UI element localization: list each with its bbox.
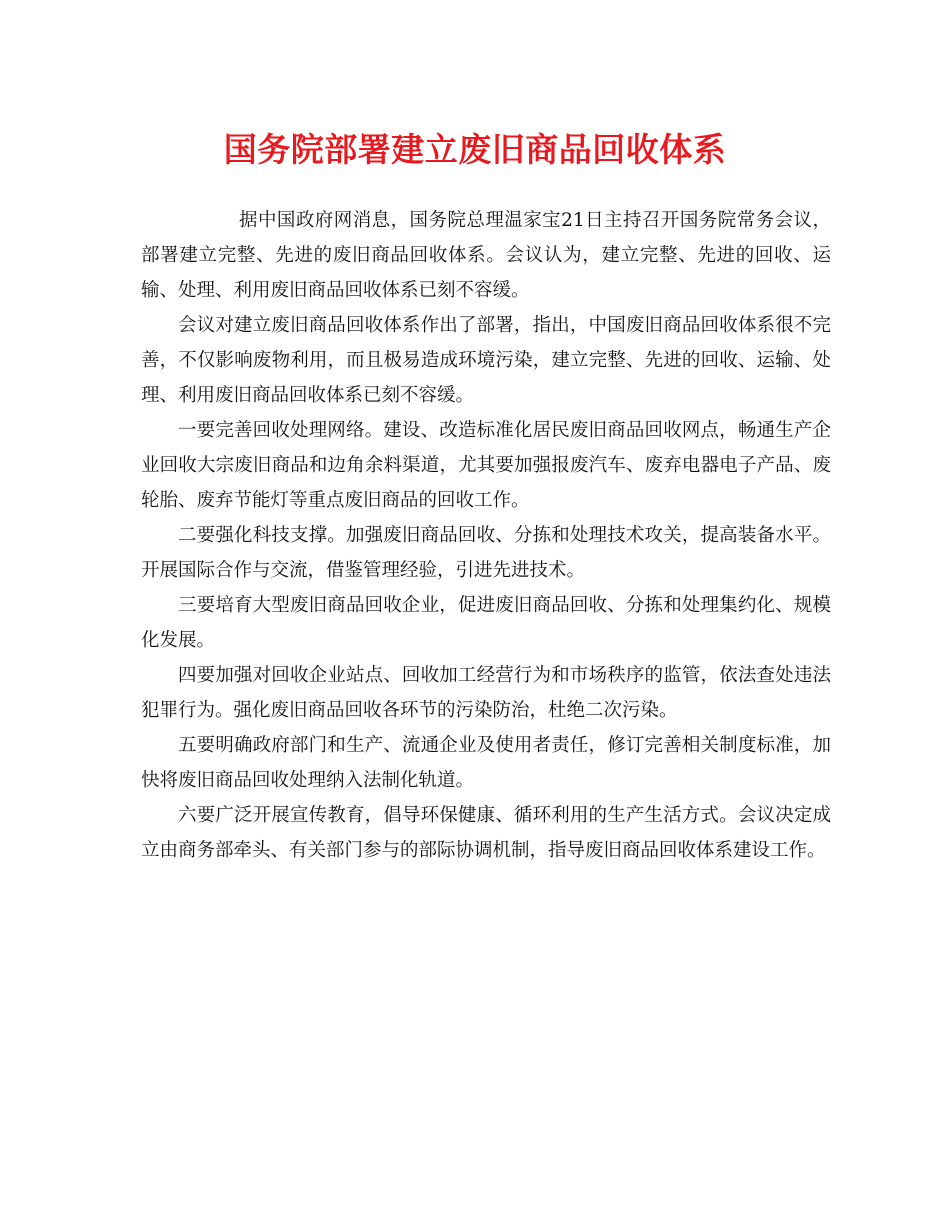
document-title: 国务院部署建立废旧商品回收体系 [223, 130, 727, 169]
paragraph-item-5: 五要明确政府部门和生产、流通企业及使用者责任，修订完善相关制度标准，加快将废旧商品回收处理纳入法制化轨道。 [141, 735, 831, 791]
paragraph-intro: 据中国政府网消息，国务院总理温家宝21日主持召开国务院常务会议，部署建立完整、先进的废旧商品回收体系。会议认为，建立完整、先进的回收、运输、处理、利用废旧商品回收体系已刻不容缓。 [141, 210, 831, 301]
document-body [141, 203, 831, 868]
paragraph-item-1: 一要完善回收处理网络。建设、改造标准化居民废旧商品回收网点，畅通生产企业回收大宗废旧商品和边角余料渠道，尤其要加强报废汽车、废弃电器电子产品、废轮胎、废弃节能灯等重点废旧商品的回收工作。 [141, 420, 831, 511]
paragraph-deployment: 会议对建立废旧商品回收体系作出了部署，指出，中国废旧商品回收体系很不完善，不仅影响废物利用，而且极易造成环境污染，建立完整、先进的回收、运输、处理、利用废旧商品回收体系已刻不容缓。 [141, 315, 831, 406]
paragraph-item-2: 二要强化科技支撑。加强废旧商品回收、分拣和处理技术攻关，提高装备水平。开展国际合作与交流，借鉴管理经验，引进先进技术。 [141, 525, 831, 581]
paragraph-item-4: 四要加强对回收企业站点、回收加工经营行为和市场秩序的监管，依法查处违法犯罪行为。强化废旧商品回收各环节的污染防治，杜绝二次污染。 [141, 665, 831, 721]
paragraph-item-3: 三要培育大型废旧商品回收企业，促进废旧商品回收、分拣和处理集约化、规模化发展。 [141, 595, 831, 651]
paragraph-item-6: 六要广泛开展宣传教育，倡导环保健康、循环利用的生产生活方式。会议决定成立由商务部牵头、有关部门参与的部际协调机制，指导废旧商品回收体系建设工作。 [141, 805, 831, 861]
